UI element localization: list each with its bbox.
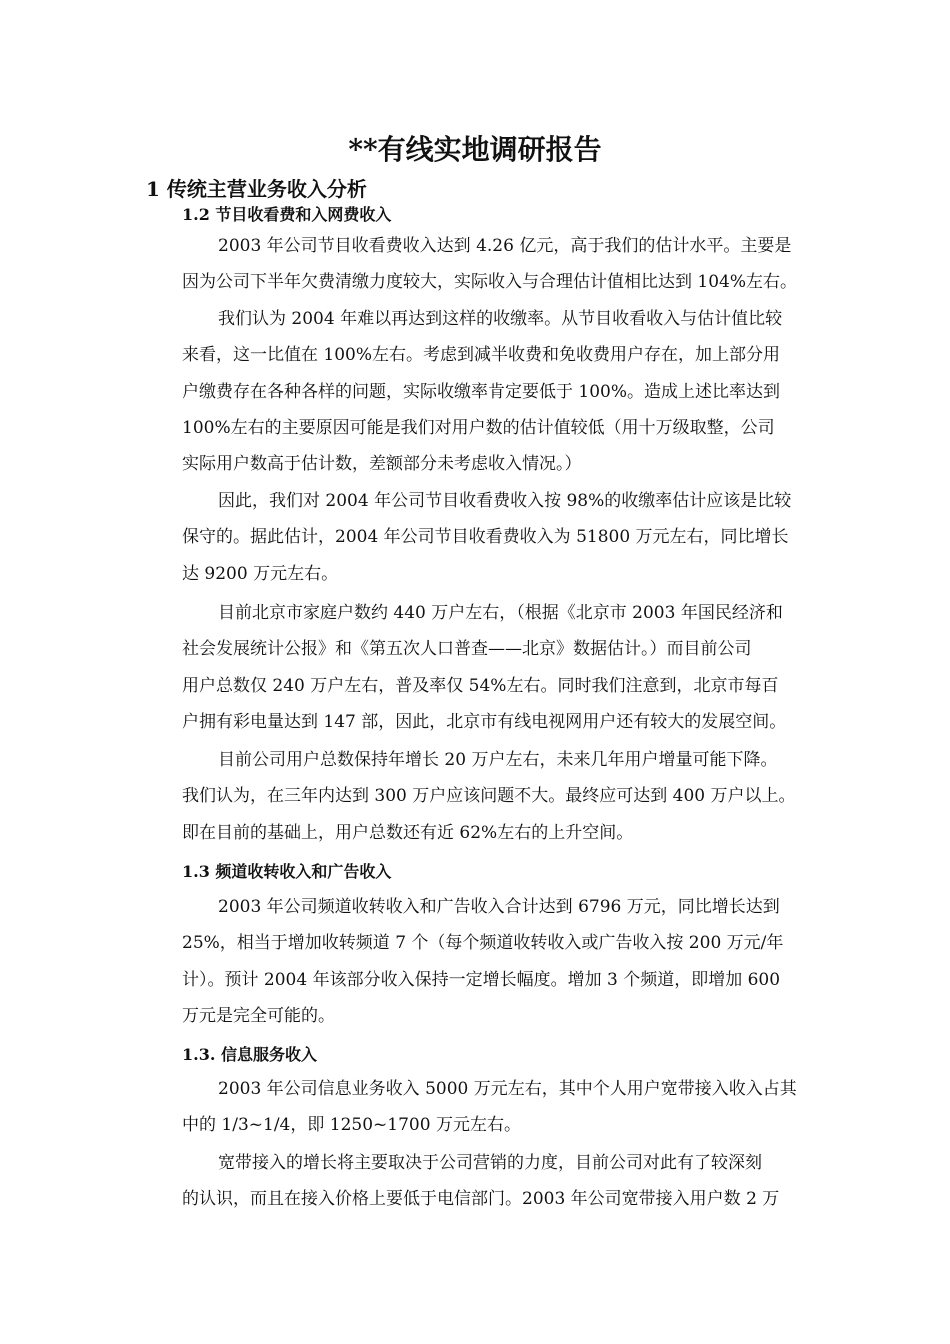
- paragraph-line: 2003 年公司频道收转收入和广告收入合计达到 6796 万元，同比增长达到: [218, 897, 780, 917]
- paragraph-line: 达 9200 万元左右。: [182, 563, 339, 584]
- paragraph-7: [146, 1071, 826, 1144]
- paragraph-line: 目前公司用户总数保持年增长 20 万户左右，未来几年用户增量可能下降。: [218, 750, 778, 770]
- paragraph-line: 中的 1/3~1/4，即 1250~1700 万元左右。: [182, 1115, 521, 1136]
- paragraph-line: 2003 年公司信息业务收入 5000 万元左右，其中个人用户宽带接入收入占其: [218, 1079, 797, 1099]
- paragraph-line: 目前北京市家庭户数约 440 万户左右，（根据《北京市 2003 年国民经济和: [218, 603, 783, 623]
- paragraph-line: 我们认为 2004 年难以再达到这样的收缴率。从节目收看收入与估计值比较: [218, 309, 783, 329]
- paragraph-line: 即在目前的基础上，用户总数还有近 62%左右的上升空间。: [182, 822, 634, 843]
- paragraph-4: [146, 595, 826, 740]
- paragraph-line: 社会发展统计公报》和《第五次人口普查——北京》数据估计。）而目前公司: [182, 639, 752, 660]
- paragraph-1: [146, 228, 826, 301]
- subsection-heading-1-3-info: 1.3. 信息服务收入: [182, 1045, 317, 1064]
- section-heading-1: 1 传统主营业务收入分析: [146, 177, 367, 201]
- paragraph-2: [146, 301, 826, 482]
- paragraph-line: 万元是完全可能的。: [182, 1005, 335, 1026]
- paragraph-line: 来看，这一比值在 100%左右。考虑到减半收费和免收费用户存在，加上部分用: [182, 345, 781, 366]
- paragraph-8: [146, 1145, 826, 1218]
- document-title: **有线实地调研报告: [348, 133, 602, 166]
- paragraph-line: 用户总数仅 240 万户左右，普及率仅 54%左右。同时我们注意到，北京市每百: [182, 675, 779, 696]
- subsection-heading-1-3: 1.3 频道收转收入和广告收入: [182, 862, 392, 881]
- paragraph-line: 计）。预计 2004 年该部分收入保持一定增长幅度。增加 3 个频道，即增加 600: [182, 969, 781, 990]
- paragraph-3: [146, 483, 826, 592]
- paragraph-line: 实际用户数高于估计数，差额部分未考虑收入情况。）: [182, 454, 582, 475]
- paragraph-line: 2003 年公司节目收看费收入达到 4.26 亿元，高于我们的估计水平。主要是: [218, 236, 792, 256]
- paragraph-line: 户缴费存在各种各样的问题，实际收缴率肯定要低于 100%。造成上述比率达到: [182, 381, 781, 402]
- paragraph-line: 户拥有彩电量达到 147 部，因此，北京市有线电视网用户还有较大的发展空间。: [182, 711, 787, 732]
- paragraph-line: 因为公司下半年欠费清缴力度较大，实际收入与合理估计值相比达到 104%左右。: [182, 272, 798, 293]
- paragraph-line: 25%，相当于增加收转频道 7 个（每个频道收转收入或广告收入按 200 万元/年: [182, 933, 784, 954]
- paragraph-5: [146, 742, 826, 851]
- subsection-heading-1-2: 1.2 节目收看费和入网费收入: [182, 205, 392, 224]
- paragraph-line: 的认识，而且在接入价格上要低于电信部门。2003 年公司宽带接入用户数 2 万: [182, 1189, 780, 1210]
- paragraph-6: [146, 889, 826, 1034]
- paragraph-line: 100%左右的主要原因可能是我们对用户数的估计值较低（用十万级取整，公司: [182, 417, 775, 438]
- paragraph-line: 我们认为，在三年内达到 300 万户应该问题不大。最终应可达到 400 万户以上。: [182, 786, 796, 807]
- paragraph-line: 宽带接入的增长将主要取决于公司营销的力度，目前公司对此有了较深刻: [218, 1153, 762, 1173]
- paragraph-line: 因此，我们对 2004 年公司节目收看费收入按 98%的收缴率估计应该是比较: [218, 491, 792, 511]
- paragraph-line: 保守的。据此估计，2004 年公司节目收看费收入为 51800 万元左右，同比增长: [182, 527, 789, 548]
